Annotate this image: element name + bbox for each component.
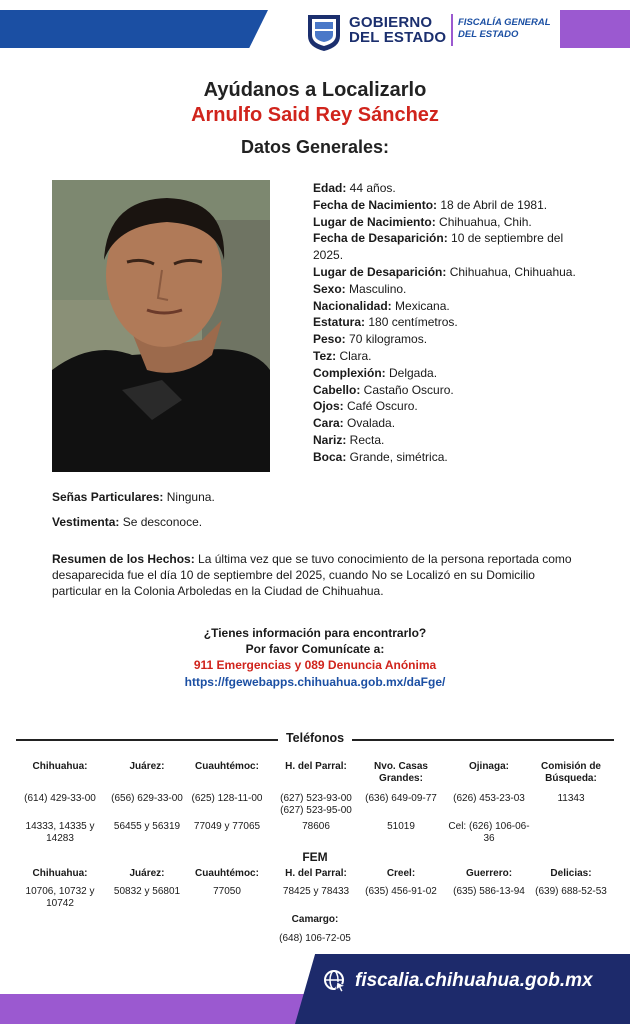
missing-person-photo — [52, 180, 270, 472]
senas-particulares: Señas Particulares: Ninguna. — [52, 490, 215, 504]
header-blue-bar — [0, 10, 268, 48]
detail-row — [313, 331, 593, 348]
fem-office-phone: 50832 y 56801 — [113, 886, 181, 897]
detail-label: Ojos: — [313, 399, 344, 414]
fem-office-phone: 10706, 10732 y 10742 — [25, 886, 95, 909]
person-name: Arnulfo Said Rey Sánchez — [191, 104, 439, 126]
detail-row — [313, 214, 593, 231]
camargo-phone: (648) 106-72-05 — [279, 933, 351, 944]
logo-divider — [451, 14, 453, 46]
detail-value: Café Oscuro. — [343, 399, 418, 414]
vestimenta: Vestimenta: Se desconoce. — [52, 515, 203, 529]
detail-value: 18 de Abril de 1981. — [437, 197, 548, 212]
detail-row — [313, 180, 593, 197]
detail-row — [313, 415, 593, 432]
detail-label: Boca: — [313, 449, 347, 464]
detail-row — [313, 281, 593, 298]
fem-office-phone: (635) 586-13-94 — [453, 886, 525, 897]
detail-value: Grande, simétrica. — [346, 449, 448, 464]
globe-cursor-icon — [323, 969, 347, 993]
detail-row — [313, 298, 593, 315]
detail-label: Nariz: — [313, 432, 347, 447]
office-name: H. del Parral: — [285, 761, 347, 772]
detail-row — [313, 398, 593, 415]
cta-comunicate: Por favor Comunícate a: — [245, 642, 385, 656]
office-phone: (636) 649-09-77 — [365, 793, 437, 804]
detail-value: Recta. — [346, 432, 385, 447]
office-extension: 77049 y 77065 — [193, 821, 261, 832]
detail-value: Chihuahua, Chih. — [435, 214, 532, 229]
detail-label: Tez: — [313, 348, 337, 363]
detail-value: Ovalada. — [343, 416, 396, 431]
office-name: Juárez: — [129, 761, 165, 772]
detail-label: Fecha de Desaparición: — [313, 231, 448, 246]
telefonos-title: Teléfonos — [285, 731, 345, 745]
detail-label: Sexo: — [313, 281, 346, 296]
fem-office-name: Juárez: — [129, 868, 165, 879]
detail-row — [313, 348, 593, 365]
cta-report-link[interactable]: https://fgewebapps.chihuahua.gob.mx/daFge/ — [184, 675, 446, 689]
state-seal-icon — [305, 12, 343, 52]
footer-purple-bar — [0, 994, 310, 1024]
office-extension: 51019 — [387, 821, 415, 832]
detail-label: Complexión: — [313, 365, 386, 380]
header-purple-bar — [560, 10, 630, 48]
cta-question: ¿Tienes información para encontrarlo? — [203, 626, 427, 640]
fem-office-name: Delicias: — [550, 868, 592, 879]
detail-label: Cabello: — [313, 382, 361, 397]
office-phone: 11343 — [557, 793, 585, 804]
person-details-list — [313, 180, 593, 466]
camargo-label: Camargo: — [291, 914, 339, 925]
detail-label: Cara: — [313, 416, 344, 431]
section-title: Datos Generales: — [240, 137, 390, 157]
fem-title: FEM — [302, 850, 328, 864]
detail-value: 180 centímetros. — [365, 315, 458, 330]
fem-office-name: Chihuahua: — [32, 868, 88, 879]
fem-office-name: Cuauhtémoc: — [195, 868, 259, 879]
office-name: Ojinaga: — [468, 761, 509, 772]
office-phone: (625) 128-11-00 — [191, 793, 263, 804]
fem-office-name: Creel: — [386, 868, 416, 879]
detail-label: Peso: — [313, 332, 346, 347]
detail-row — [313, 432, 593, 449]
detail-label: Lugar de Desaparición: — [313, 264, 447, 279]
fem-office-name: Guerrero: — [465, 868, 513, 879]
detail-row — [313, 314, 593, 331]
fem-office-phone: (635) 456-91-02 — [365, 886, 437, 897]
office-extension: 78606 — [302, 821, 330, 832]
office-phone: (614) 429-33-00 — [24, 793, 96, 804]
detail-label: Edad: — [313, 181, 347, 195]
page-title: Ayúdanos a Localizarlo — [203, 79, 427, 101]
detail-value: Delgada. — [385, 365, 438, 380]
office-name: Comisión de Búsqueda: — [540, 761, 601, 784]
footer-website-link[interactable]: fiscalia.chihuahua.gob.mx — [355, 970, 593, 991]
detail-row — [313, 449, 593, 466]
cta-emergency-numbers: 911 Emergencias y 089 Denuncia Anónima — [193, 658, 437, 672]
resumen-hechos: Resumen de los Hechos: La última vez que se tuvo conocimiento de la persona reportada como desaparecida fue el día 10 de septiembre del 2025, cuando No se Localizó en su Domicilio particular en la Colonia Arboledas en la Ciudad de Chihuahua. — [52, 552, 572, 598]
detail-label: Fecha de Nacimiento: — [313, 197, 438, 212]
detail-value: Chihuahua, Chihuahua. — [446, 264, 576, 279]
detail-value: Castaño Oscuro. — [360, 382, 454, 397]
detail-value: Masculino. — [345, 281, 407, 296]
detail-value: 70 kilogramos. — [345, 332, 428, 347]
detail-value: 10 de septiembre del 2025. — [313, 231, 564, 263]
detail-row — [313, 197, 593, 214]
office-name: Nvo. Casas Grandes: — [374, 761, 428, 784]
detail-value: 44 años. — [346, 181, 396, 195]
detail-row — [313, 264, 593, 281]
gobierno-logo-text: GOBIERNO DEL ESTADO — [349, 14, 447, 46]
fem-office-phone: 78425 y 78433 — [282, 886, 350, 897]
detail-label: Estatura: — [313, 315, 366, 330]
fem-office-phone: (639) 688-52-53 — [535, 886, 607, 897]
office-extension: Cel: (626) 106-06-36 — [448, 821, 530, 844]
office-phone: (626) 453-23-03 — [453, 793, 525, 804]
office-extension: 56455 y 56319 — [113, 821, 181, 832]
fem-office-name: H. del Parral: — [285, 868, 347, 879]
detail-label: Lugar de Nacimiento: — [313, 214, 436, 229]
detail-row — [313, 230, 593, 264]
fiscalia-logo-text: FISCALÍA GENERAL DEL ESTADO — [458, 17, 551, 40]
detail-value: Clara. — [336, 348, 372, 363]
fem-office-phone: 77050 — [213, 886, 241, 897]
detail-value: Mexicana. — [391, 298, 450, 313]
office-name: Cuauhtémoc: — [195, 761, 259, 772]
office-phone: (656) 629-33-00 — [111, 793, 183, 804]
detail-row — [313, 365, 593, 382]
office-name: Chihuahua: — [32, 761, 88, 772]
detail-row — [313, 382, 593, 399]
office-phone: (627) 523-93-00 (627) 523-95-00 — [280, 793, 352, 816]
detail-label: Nacionalidad: — [313, 298, 392, 313]
office-extension: 14333, 14335 y 14283 — [25, 821, 95, 844]
